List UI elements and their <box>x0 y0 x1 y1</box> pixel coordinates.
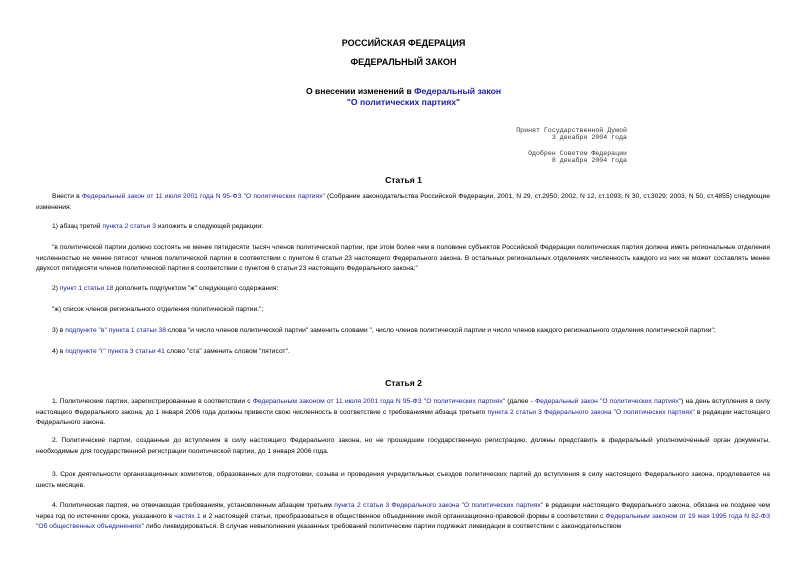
link-art41[interactable]: подпункте "г" пункта 3 статьи 41 <box>65 348 165 355</box>
text-span: (Собрание законодательства Российской Федерации, 2001, N 29, ст.2950; 2002, N 12, ст.1093; N 30, ст.3029; 2003, N 50, ст.4855) следующие изменения: <box>36 193 771 211</box>
text-span: дополнить подпунктом "ж" следующего содержания: <box>113 285 279 292</box>
law-link-95fz-2[interactable]: Федеральным законом от 11 июля 2001 года N 95-ФЗ "О политических партиях" <box>252 398 506 405</box>
country-heading: РОССИЙСКАЯ ФЕДЕРАЦИЯ <box>341 38 466 48</box>
article-1-item-2-quote: "ж) список членов регионального отделения политической партии."; <box>52 306 264 313</box>
council-date: 8 декабря 2004 года <box>551 157 627 164</box>
text-span: 4. Политическая партия, не отвечающая требованиям, установленным абзацем третьим <box>52 502 335 509</box>
text-span: и 2 настоящей статьи, преобразоваться в общественное объединение иной организационно-правовой формы в соответствии с <box>200 512 606 520</box>
text-span: 2) <box>52 285 60 292</box>
article-1-item-2 <box>36 284 770 295</box>
text-span: изложить в следующей редакции: <box>155 223 263 230</box>
council-label: Одобрен Советом Федерации <box>528 150 627 157</box>
article-1-item-3 <box>36 326 770 337</box>
adoption-council <box>507 150 627 164</box>
article-1-item-4 <box>36 347 770 358</box>
text-span: Внести в <box>52 193 82 200</box>
law-title-link[interactable]: Федеральный закон <box>414 86 502 96</box>
article-2-paragraph-2: 2. Политические партии, созданные до вступления в силу настоящего Федерального закона, но не прошедшие государственную регистрацию, должны представить в федеральный уполномоченный орган документы, необходимые для государственной регистрации политической партии, до 1 января 2006 года. <box>36 437 770 455</box>
duma-date: 3 декабря 2004 года <box>551 134 627 141</box>
law-link-95fz[interactable]: Федеральный закон от 11 июля 2001 года N 95-ФЗ "О политических партиях" <box>81 193 325 200</box>
law-title-line2 <box>0 97 807 107</box>
law-link-82fz[interactable]: Федеральным законом от 19 мая 1995 года N 82-ФЗ "Об общественных объединениях" <box>36 512 771 531</box>
duma-label: Принят Государственной Думой <box>516 127 627 134</box>
text-span: 1) абзац третий <box>52 223 103 230</box>
link-art3-p2-law[interactable]: пункта 2 статьи 3 Федерального закона "О политических партиях" <box>487 408 695 416</box>
article-2-paragraph-1 <box>36 397 770 429</box>
law-link-parties[interactable]: Федеральный закон "О политических партиях" <box>535 398 682 405</box>
link-art3-p2[interactable]: пункта 2 статьи 3 <box>102 223 156 230</box>
text-span: (далее - <box>505 398 536 405</box>
law-title-prefix: О внесении изменений в <box>305 86 415 96</box>
article-1-item-1 <box>36 222 770 233</box>
article-1-title: Статья 1 <box>385 175 422 185</box>
article-2-title: Статья 2 <box>385 378 422 388</box>
article-1-intro <box>36 192 770 213</box>
article-2-paragraph-4 <box>36 501 770 533</box>
article-2-paragraph-3: 3. Срок деятельности организационных комитетов, образованных для подготовки, созыва и проведения учредительных съездов политических партий до вступления в силу настоящего Федерального закона, продлевается на шесть месяцев. <box>36 471 770 489</box>
article-1-quote: "в политической партии должно состоять не менее пятидесяти тысяч членов политической партии, при этом более чем в половине субъектов Российской Федерации политическая партия должна иметь региональные отделения численностью не менее пятисот членов политической партии в соответствии с пунктом 6 статьи 23 настоящего Федерального закона. В остальных региональных отделениях численность каждого из них не может составлять менее двухсот пятидесяти членов политической партии в соответствии с пунктом 6 статьи 23 настоящего Федерального закона;" <box>36 244 770 273</box>
text-span: 4) в <box>52 348 66 355</box>
text-span: слова "и число членов политической партии" заменить словами ", число членов политической партии и число членов каждого регионального отделения политической партии"; <box>165 327 716 334</box>
link-part-1[interactable]: частях 1 <box>174 512 201 520</box>
text-span: ) на день вступления в силу настоящего Федерального закона, до 1 января 2006 года должны привести свою численность в соответствие с требованиями абзаца третьего <box>36 398 770 416</box>
adoption-duma <box>507 127 627 141</box>
text-span: слово "ста" заменить словом "пятисот". <box>164 348 290 355</box>
law-type-heading: ФЕДЕРАЛЬНЫЙ ЗАКОН <box>350 57 457 67</box>
text-span: 3) в <box>52 327 66 334</box>
law-title <box>0 86 807 96</box>
link-art3-p2-law-2[interactable]: пункта 2 статьи 3 Федерального закона "О политических партиях" <box>334 502 544 509</box>
law-title-link2[interactable]: "О политических партиях" <box>346 97 461 107</box>
link-art38[interactable]: подпункте "в" пункта 1 статьи 38 <box>65 327 166 334</box>
text-span: в редакции настоящего Федерального закона, обязана не позднее чем через год по истечении срока, указанного в <box>36 502 770 520</box>
text-span: 1. Политические партии, зарегистрированные в соответствии с <box>52 398 253 405</box>
text-span: в редакции настоящего Федерального закона. <box>36 408 771 427</box>
text-span: либо ликвидироваться. В случае невыполнения указанных требований политические партии подлежат ликвидации в соответствии с законодательством <box>143 523 622 531</box>
link-art18-p1[interactable]: пункт 1 статьи 18 <box>59 285 114 292</box>
